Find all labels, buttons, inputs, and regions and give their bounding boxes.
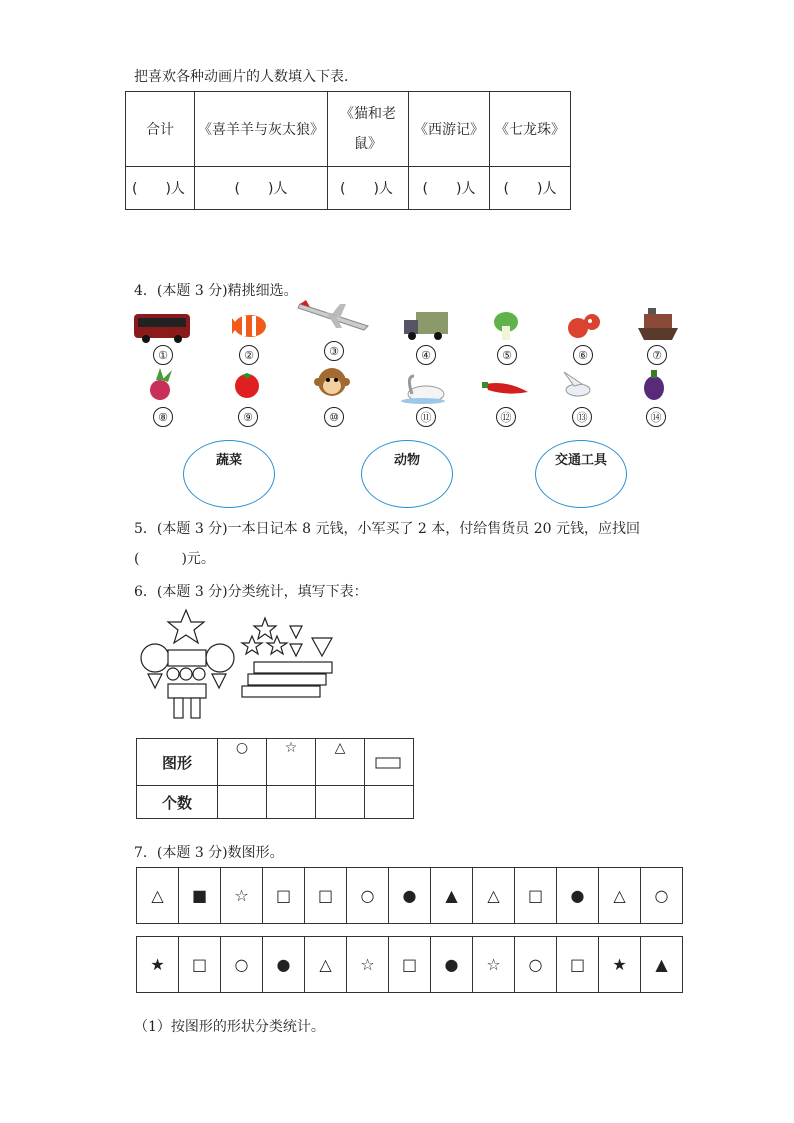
shape-cell: ○ bbox=[221, 937, 263, 993]
oval-animals[interactable]: 动物 bbox=[361, 440, 453, 508]
shape-cell: ● bbox=[263, 937, 305, 993]
item-number: ④ bbox=[416, 345, 436, 365]
q6-text: 6．(本题 3 分)分类统计，填写下表： bbox=[134, 584, 368, 600]
shape-cell: △ bbox=[473, 868, 515, 924]
header-maohelaoshu: 《猫和老 鼠》 bbox=[328, 92, 409, 167]
oval-transport[interactable]: 交通工具 bbox=[535, 440, 627, 508]
star-icon: ☆ bbox=[284, 740, 298, 756]
item-number: ⑬ bbox=[572, 407, 592, 427]
shape-cell: △ bbox=[137, 868, 179, 924]
bus-icon bbox=[132, 310, 194, 344]
triangle-header bbox=[316, 739, 365, 786]
count-cell[interactable] bbox=[365, 786, 414, 819]
cell-xiyangyang[interactable]: ( )人 bbox=[195, 167, 328, 210]
q5-answer[interactable]: ( )元。 bbox=[134, 551, 215, 567]
shape-cell: □ bbox=[305, 868, 347, 924]
shape-cell: ○ bbox=[641, 868, 683, 924]
shape-row-1 bbox=[136, 867, 683, 924]
item-number: ⑨ bbox=[238, 407, 258, 427]
item-number: ⑤ bbox=[497, 345, 517, 365]
header-total: 合计 bbox=[126, 92, 195, 167]
shape-cell: □ bbox=[179, 937, 221, 993]
rectangle-header bbox=[365, 739, 414, 786]
tomato-icon bbox=[232, 370, 262, 400]
airplane-icon bbox=[296, 298, 372, 334]
cell-qilongzhu[interactable]: ( )人 bbox=[490, 167, 571, 210]
shape-cell: ☆ bbox=[473, 937, 515, 993]
shape-cell: ● bbox=[431, 937, 473, 993]
squirrel-icon bbox=[566, 310, 602, 342]
row-label-shape: 图形 bbox=[137, 739, 218, 786]
shape-cell: □ bbox=[515, 868, 557, 924]
item-number: ⑪ bbox=[416, 407, 436, 427]
circle-header bbox=[218, 739, 267, 786]
count-cell[interactable] bbox=[267, 786, 316, 819]
shape-cell: □ bbox=[263, 868, 305, 924]
circle-icon: ○ bbox=[235, 740, 249, 756]
monkey-icon bbox=[314, 364, 350, 404]
shape-cell: ★ bbox=[137, 937, 179, 993]
shape-row-2 bbox=[136, 936, 683, 993]
count-cell[interactable] bbox=[316, 786, 365, 819]
shape-cell: △ bbox=[599, 868, 641, 924]
shape-cell: △ bbox=[305, 937, 347, 993]
header-xiyouji: 《西游记》 bbox=[409, 92, 490, 167]
shape-cell: ▲ bbox=[641, 937, 683, 993]
cell-maohelaoshu[interactable]: ( )人 bbox=[328, 167, 409, 210]
item-number: ⑭ bbox=[646, 407, 666, 427]
ship-icon bbox=[636, 306, 680, 342]
intro-text: 把喜欢各种动画片的人数填入下表． bbox=[134, 69, 358, 85]
shape-cell: □ bbox=[389, 937, 431, 993]
rectangle-icon bbox=[374, 740, 404, 780]
row-label-count: 个数 bbox=[137, 786, 218, 819]
item-number: ② bbox=[239, 345, 259, 365]
shape-figure bbox=[136, 606, 342, 722]
radish-icon bbox=[144, 368, 178, 402]
shape-cell: ○ bbox=[347, 868, 389, 924]
shape-cell: ■ bbox=[179, 868, 221, 924]
q4-text: 4．(本题 3 分)精挑细选。 bbox=[134, 283, 298, 299]
shape-count-table bbox=[136, 738, 414, 819]
star-header bbox=[267, 739, 316, 786]
dove-icon bbox=[560, 368, 596, 404]
shape-cell: ○ bbox=[515, 937, 557, 993]
q5-text: 5．(本题 3 分)一本日记本 8 元钱，小军买了 2 本，付给售货员 20 元钱，应找回 bbox=[134, 521, 640, 537]
shape-cell: ☆ bbox=[347, 937, 389, 993]
truck-icon bbox=[402, 310, 450, 342]
chili-pepper-icon bbox=[480, 376, 532, 400]
shape-cell: ▲ bbox=[431, 868, 473, 924]
cabbage-icon bbox=[490, 308, 522, 342]
cell-total[interactable]: ( )人 bbox=[126, 167, 195, 210]
shape-cell: ● bbox=[389, 868, 431, 924]
item-number: ⑥ bbox=[573, 345, 593, 365]
item-number: ⑩ bbox=[324, 407, 344, 427]
eggplant-icon bbox=[640, 366, 670, 402]
triangle-icon: △ bbox=[334, 740, 346, 756]
item-number: ⑧ bbox=[153, 407, 173, 427]
oval-vegetables[interactable]: 蔬菜 bbox=[183, 440, 275, 508]
shape-cell: ● bbox=[557, 868, 599, 924]
clownfish-icon bbox=[230, 310, 270, 342]
header-xiyangyang: 《喜羊羊与灰太狼》 bbox=[195, 92, 328, 167]
q7-sub1: （1）按图形的形状分类统计。 bbox=[134, 1019, 325, 1035]
item-number: ⑫ bbox=[496, 407, 516, 427]
swan-icon bbox=[398, 372, 448, 404]
q7-text: 7．(本题 3 分)数图形。 bbox=[134, 845, 284, 861]
cartoon-table bbox=[125, 91, 571, 210]
cell-xiyouji[interactable]: ( )人 bbox=[409, 167, 490, 210]
item-number: ⑦ bbox=[647, 345, 667, 365]
shape-cell: ★ bbox=[599, 937, 641, 993]
count-cell[interactable] bbox=[218, 786, 267, 819]
item-number: ① bbox=[153, 345, 173, 365]
header-qilongzhu: 《七龙珠》 bbox=[490, 92, 571, 167]
shape-cell: □ bbox=[557, 937, 599, 993]
item-number: ③ bbox=[324, 341, 344, 361]
shape-cell: ☆ bbox=[221, 868, 263, 924]
